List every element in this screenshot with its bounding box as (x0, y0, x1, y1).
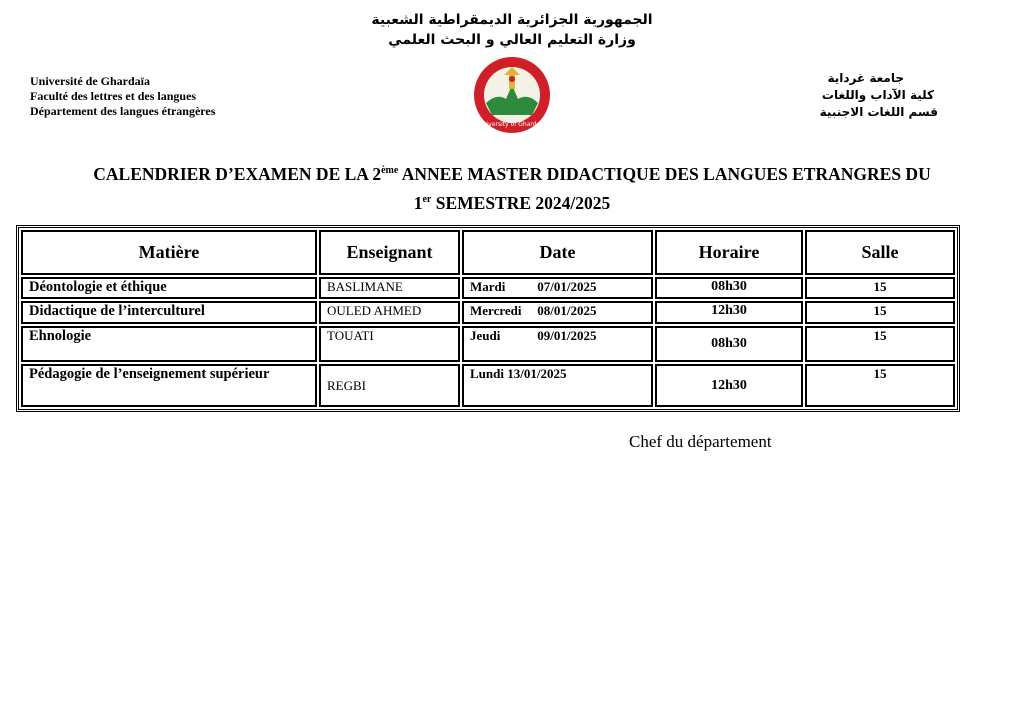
cell-day: Mercredi (470, 303, 522, 319)
arabic-department-name: قسم اللغات الاجنبية (819, 105, 938, 119)
cell-enseignant: BASLIMANE (319, 277, 460, 299)
header-date: Date (462, 230, 653, 275)
title-sup-2: er (422, 193, 432, 205)
cell-matiere: Pédagogie de l’enseignement supérieur (21, 364, 317, 407)
cell-salle: 15 (805, 364, 955, 407)
signature-label: Chef du département (629, 432, 772, 451)
cell-date-value: 07/01/2025 (537, 278, 597, 294)
cell-horaire: 08h30 (655, 277, 803, 299)
header-enseignant: Enseignant (319, 230, 460, 275)
university-logo-icon (472, 55, 552, 135)
cell-day: Lundi (470, 366, 504, 382)
cell-salle: 15 (805, 301, 955, 323)
cell-enseignant: REGBI (319, 364, 460, 407)
table-row (21, 364, 955, 407)
cell-horaire: 12h30 (655, 301, 803, 323)
cell-date (462, 326, 653, 363)
arabic-ministry-line: وزارة التعليم العالي و البحث العلمي (388, 32, 636, 48)
cell-enseignant: TOUATI (319, 326, 460, 363)
cell-day: Mardi (470, 278, 506, 294)
university-name: Université de Ghardaïa (30, 74, 150, 88)
arabic-university-name: جامعة غرداية (827, 71, 904, 85)
cell-date-value: 13/01/2025 (507, 366, 567, 382)
document-title (20, 158, 1004, 216)
title-sup-1: ème (381, 165, 399, 176)
title-part-3: 1 (413, 192, 423, 213)
logo-lettering: University of Ghardaia (478, 121, 546, 128)
arabic-republic-line: الجمهورية الجزائرية الديمقراطية الشعبية (371, 12, 653, 28)
cell-day: Jeudi (470, 327, 501, 343)
arabic-institution-block (819, 70, 938, 121)
french-institution-block (30, 74, 215, 119)
arabic-faculty-name: كلية الآداب واللغات (821, 88, 934, 102)
cell-salle: 15 (805, 277, 955, 299)
faculty-name: Faculté des lettres et des langues (30, 89, 197, 103)
cell-matiere: Didactique de l’interculturel (21, 301, 317, 323)
header-matiere: Matière (21, 230, 317, 275)
cell-matiere: Déontologie et éthique (21, 277, 317, 299)
cell-date (462, 277, 653, 299)
table-row (21, 301, 955, 323)
table-header-row (21, 230, 955, 275)
title-part-4: SEMESTRE 2024/2025 (431, 192, 611, 213)
cell-horaire: 12h30 (655, 364, 803, 407)
cell-date (462, 364, 653, 407)
table-row (21, 326, 955, 363)
cell-enseignant: OULED AHMED (319, 301, 460, 323)
header-salle: Salle (805, 230, 955, 275)
header-horaire: Horaire (655, 230, 803, 275)
cell-date-value: 08/01/2025 (537, 303, 597, 319)
cell-matiere: Ehnologie (21, 326, 317, 363)
cell-date-value: 09/01/2025 (537, 327, 597, 343)
cell-salle: 15 (805, 326, 955, 363)
cell-horaire: 08h30 (655, 326, 803, 363)
title-part-1: CALENDRIER D’EXAMEN DE LA 2 (93, 163, 382, 184)
cell-date (462, 301, 653, 323)
exam-schedule-table (16, 225, 960, 412)
table-row (21, 277, 955, 299)
title-part-2: ANNEE MASTER DIDACTIQUE DES LANGUES ETRANGRES DU (398, 163, 931, 184)
department-name: Département des langues étrangères (30, 104, 216, 118)
